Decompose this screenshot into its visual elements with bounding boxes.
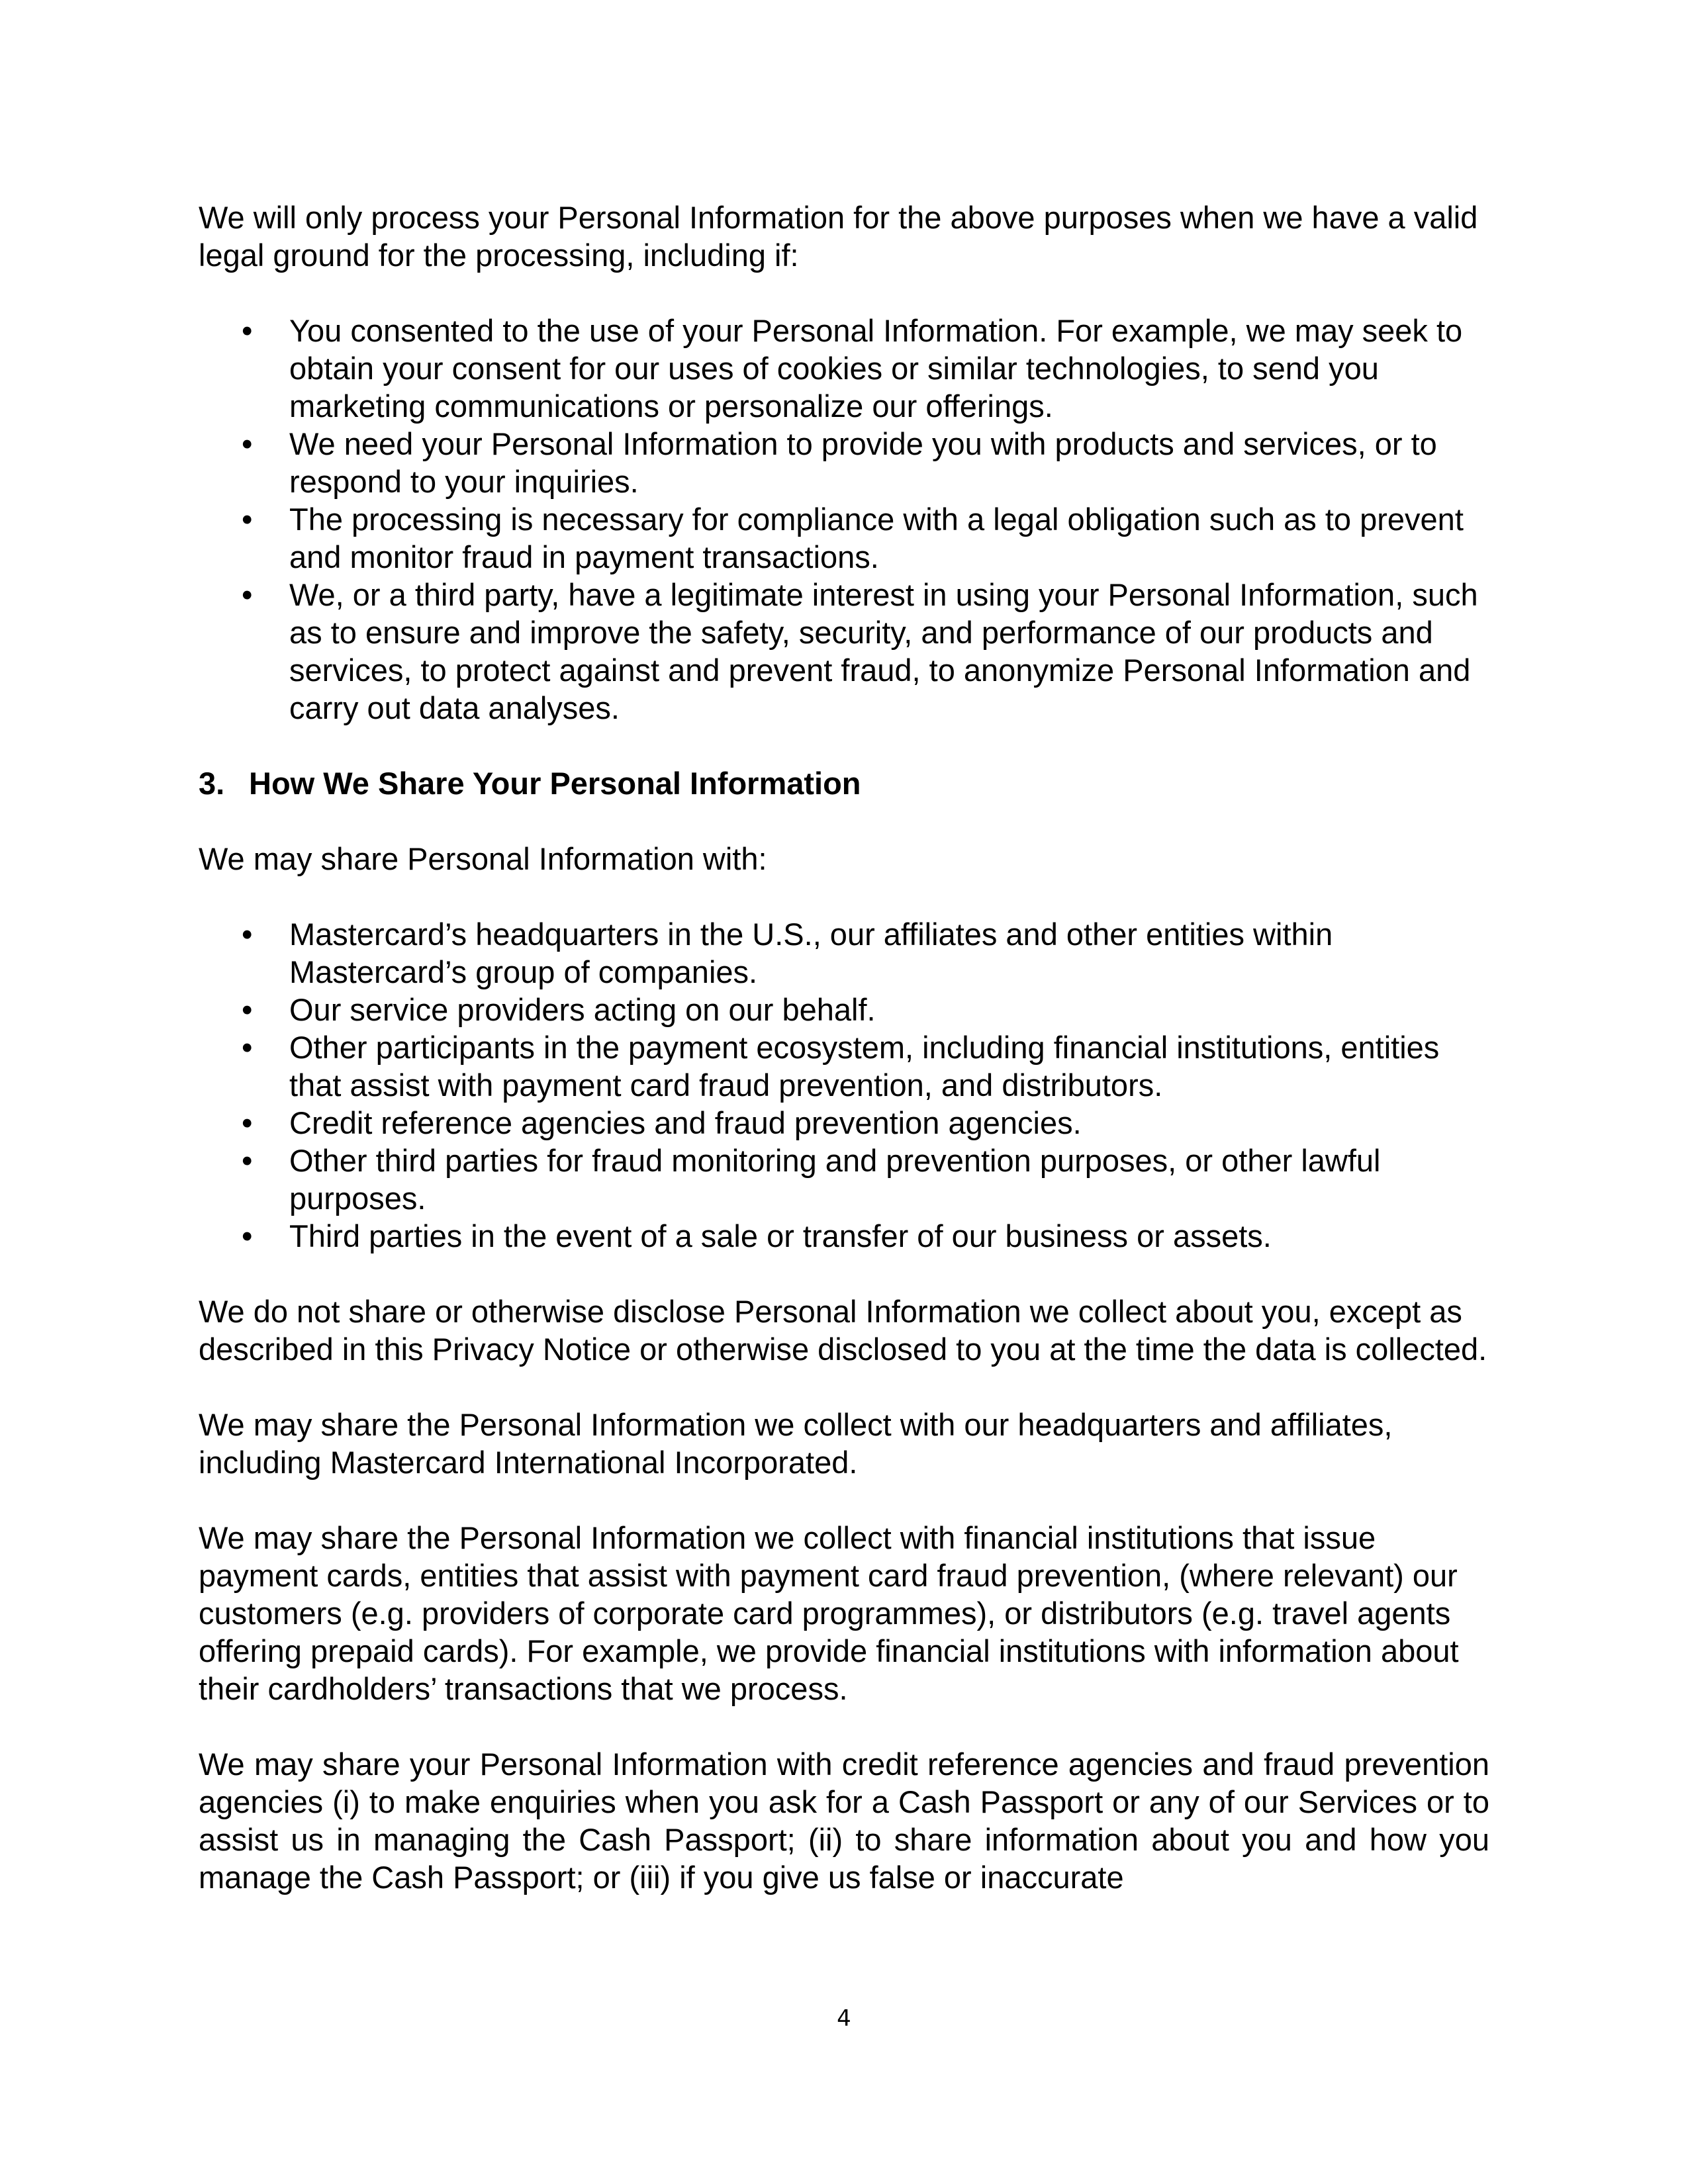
section-number: 3.	[199, 766, 225, 801]
credit-reference-paragraph: We may share your Personal Information with credit reference agencies and fraud prevention agencies (i) to make enquiries when you ask for a Cash Passport or any of our Services or to assist us in managing the Cash Passport; (ii) to share information about you and how you manage the Cash Passport; or (iii) if you give us false or inaccurate	[199, 1747, 1489, 1895]
bullet-icon: •	[242, 577, 253, 612]
list-item	[199, 1104, 1489, 1142]
list-item-text: Third parties in the event of a sale or transfer of our business or assets.	[289, 1218, 1272, 1253]
bullet-icon: •	[242, 1143, 253, 1178]
list-item-text: We need your Personal Information to provide you with products and services, or to respond to your inquiries.	[289, 426, 1437, 499]
list-item	[199, 915, 1489, 991]
list-item-text: You consented to the use of your Personal Information. For example, we may seek to obtain your consent for our uses of cookies or similar technologies, to send you marketing communications or personalize our offerings.	[289, 313, 1463, 424]
page-number: 4	[837, 2005, 851, 2032]
legal-grounds-list	[199, 312, 1489, 727]
recipients-list	[199, 915, 1489, 1255]
list-item	[199, 500, 1489, 576]
bullet-icon: •	[242, 1030, 253, 1065]
intro-paragraph: We will only process your Personal Information for the above purposes when we have a valid legal ground for the processing, including if:	[199, 200, 1478, 273]
page-content	[199, 199, 1489, 1896]
financial-institutions-paragraph: We may share the Personal Information we collect with financial institutions that issue payment cards, entities that assist with payment card fraud prevention, (where relevant) our customers (e.g. providers of corporate card programmes), or distributors (e.g. travel agents offering prepaid cards). For example, we provide financial institutions with information about their cardholders’ transactions that we process.	[199, 1520, 1459, 1706]
section-title: How We Share Your Personal Information	[249, 766, 861, 801]
list-item	[199, 1028, 1489, 1104]
list-item-text: Mastercard’s headquarters in the U.S., our affiliates and other entities within Mastercard’s group of companies.	[289, 917, 1333, 989]
list-item-text: The processing is necessary for compliance with a legal obligation such as to prevent and monitor fraud in payment transactions.	[289, 502, 1464, 574]
bullet-icon: •	[242, 1218, 253, 1253]
list-item	[199, 312, 1489, 425]
list-item	[199, 1217, 1489, 1255]
bullet-icon: •	[242, 1105, 253, 1140]
list-item	[199, 576, 1489, 727]
list-item	[199, 991, 1489, 1028]
list-item	[199, 1142, 1489, 1217]
bullet-icon: •	[242, 426, 253, 461]
list-item-text: Our service providers acting on our behalf.	[289, 992, 876, 1027]
list-item	[199, 425, 1489, 500]
list-item-text: Other participants in the payment ecosystem, including financial institutions, entities that assist with payment card fraud prevention, and distributors.	[289, 1030, 1440, 1103]
list-item-text: Credit reference agencies and fraud prevention agencies.	[289, 1105, 1082, 1140]
bullet-icon: •	[242, 917, 253, 952]
bullet-icon: •	[242, 992, 253, 1027]
section-lead-paragraph: We may share Personal Information with:	[199, 841, 767, 876]
disclosure-paragraph: We do not share or otherwise disclose Personal Information we collect about you, except as described in this Privacy Notice or otherwise disclosed to you at the time the data is collected.	[199, 1294, 1487, 1367]
list-item-text: We, or a third party, have a legitimate interest in using your Personal Information, such as to ensure and improve the safety, security, and performance of our products and services, to protect against and prevent fraud, to anonymize Personal Information and carry out data analyses.	[289, 577, 1478, 725]
affiliates-paragraph: We may share the Personal Information we collect with our headquarters and affiliates, including Mastercard International Incorporated.	[199, 1407, 1393, 1480]
list-item-text: Other third parties for fraud monitoring and prevention purposes, or other lawful purposes.	[289, 1143, 1381, 1216]
bullet-icon: •	[242, 502, 253, 537]
bullet-icon: •	[242, 313, 253, 348]
section-heading	[199, 764, 1489, 802]
